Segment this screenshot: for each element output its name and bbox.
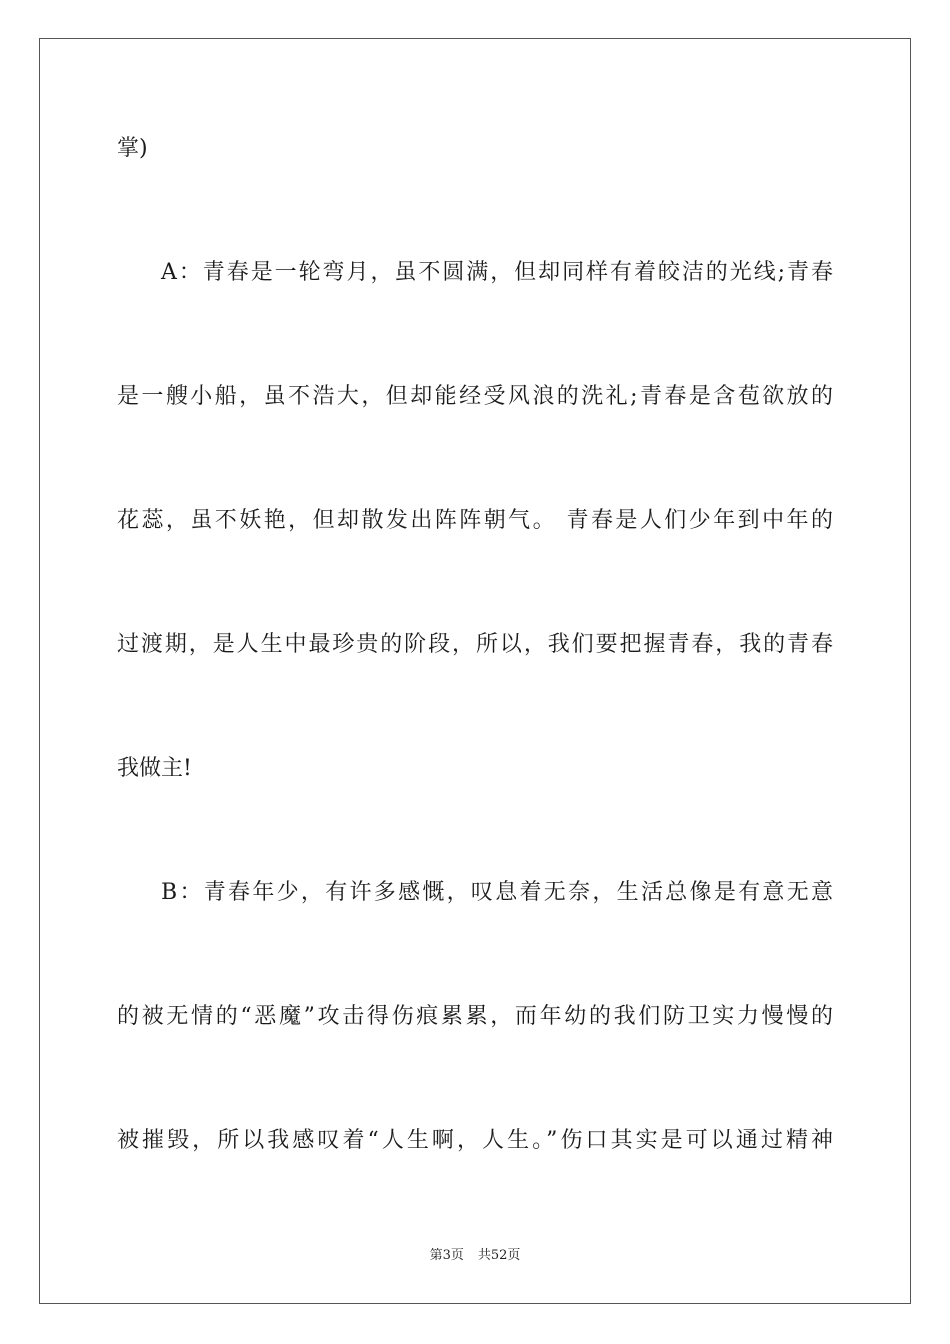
paragraph-a-line: 是一艘小船，虽不浩大，但却能经受风浪的洗礼;青春是含苞欲放的 bbox=[117, 384, 833, 409]
paragraph-b-line: B：青春年少，有许多感慨，叹息着无奈，生活总像是有意无意 bbox=[161, 880, 833, 905]
paragraph-a-line: 花蕊，虽不妖艳，但却散发出阵阵朝气。 青春是人们少年到中年的 bbox=[117, 508, 833, 533]
page-number: 第3页 bbox=[429, 1248, 464, 1263]
paragraph-b-line: 的被无情的“恶魔”攻击得伤痕累累，而年幼的我们防卫实力慢慢的 bbox=[117, 1004, 833, 1029]
paragraph-b-line: 被摧毁，所以我感叹着“人生啊，人生。”伤口其实是可以通过精神 bbox=[117, 1128, 833, 1153]
page-total: 共52页 bbox=[477, 1248, 521, 1263]
paragraph-a-line: A：青春是一轮弯月，虽不圆满，但却同样有着皎洁的光线;青春 bbox=[161, 260, 833, 285]
text-line: 掌) bbox=[117, 136, 148, 161]
paragraph-a-line: 我做主! bbox=[117, 756, 192, 781]
paragraph-a-line: 过渡期，是人生中最珍贵的阶段，所以，我们要把握青春，我的青春 bbox=[117, 632, 833, 657]
page-footer bbox=[0, 1247, 950, 1265]
page-border bbox=[39, 38, 911, 1304]
